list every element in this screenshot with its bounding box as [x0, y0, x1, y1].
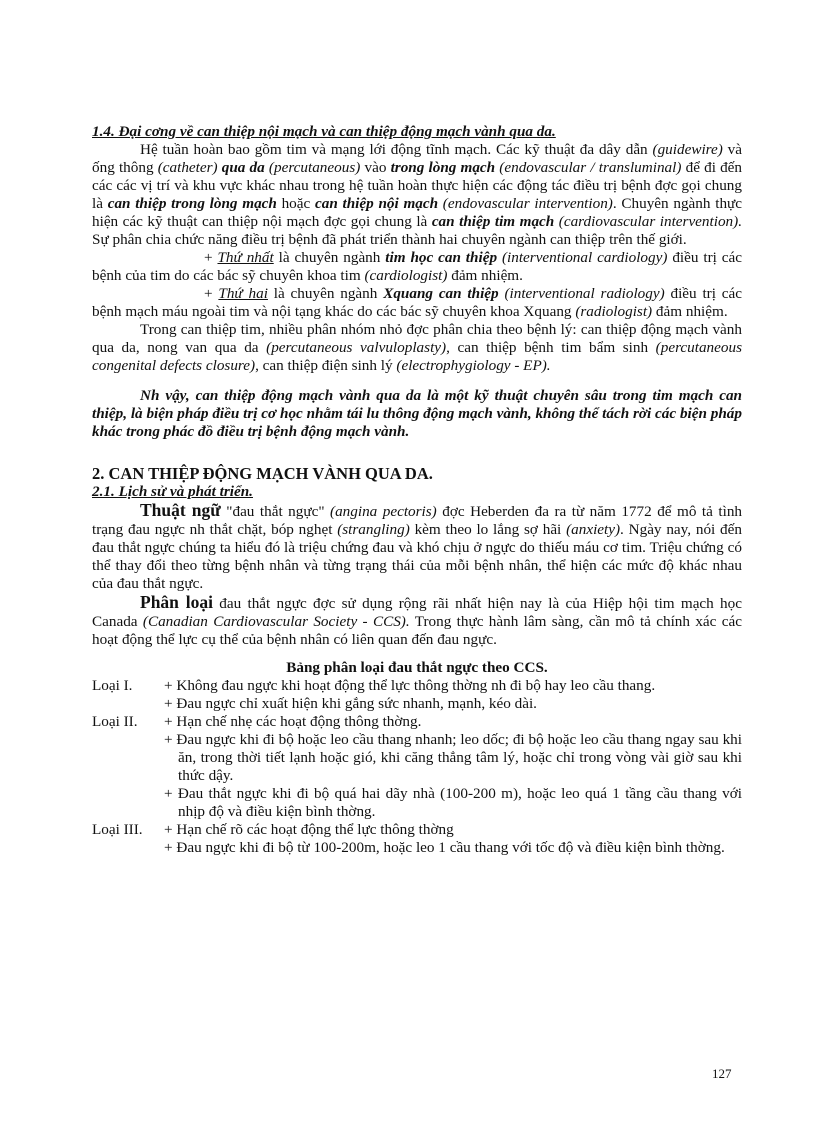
text-run: Hệ tuần hoàn bao gồm tim và mạng lới động tĩnh mạch. Các kỹ thuật đa dây dẫn	[140, 141, 653, 158]
text-run: đảm nhiệm.	[447, 267, 523, 284]
class-label: Loại II.	[92, 713, 138, 730]
text-run: (catheter)	[157, 159, 218, 176]
text-run: Xquang can thiệp	[383, 285, 499, 302]
text-run: (cardiovascular intervention).	[558, 213, 742, 230]
text-run: (endovascular / transluminal)	[499, 159, 682, 176]
text-run: Sự phân chia chức năng điều trị bệnh đã phát triển thành hai chuyên ngành can thiệp trên thế giới.	[92, 231, 687, 248]
document-page	[92, 123, 742, 857]
text-run: can thiệp nội mạch	[315, 195, 439, 212]
text-run: qua da	[217, 159, 265, 176]
table-title: Bảng phân loại đau thắt ngực theo CCS.	[286, 659, 548, 676]
text-run: đợc Heberden đa ra từ năm 1772 để mô tả tình trạng đau ngực nh thắt chặt, bóp nghẹt	[92, 503, 743, 538]
text-run: can thiệp trong lòng mạch	[107, 195, 277, 212]
text-run: kèm theo lo lắng sợ hãi	[409, 521, 567, 538]
text-run: Thứ nhất	[217, 249, 274, 266]
class-item: + Đau ngực chỉ xuất hiện khi gắng sức nhanh, mạnh, kéo dài.	[164, 695, 537, 712]
paragraph	[92, 249, 742, 285]
page-number: 127	[712, 1066, 732, 1081]
text-run: là chuyên ngành	[273, 249, 386, 266]
class-item: + Đau ngực khi đi bộ từ 100-200m, hoặc leo 1 cầu thang với tốc độ và điều kiện bình thờng.	[164, 839, 725, 856]
text-run: tim học can thiệp	[385, 249, 498, 266]
text-run: (percutaneous valvuloplasty)	[266, 339, 447, 356]
section-2-1-heading: 2.1. Lịch sử và phát triển.	[92, 483, 253, 500]
class-item: + Đau ngực khi đi bộ hoặc leo cầu thang nhanh; leo dốc; đi bộ hoặc leo cầu thang ngay sau khi ăn, trong thời tiết lạnh hoặc gió, khi căng thẳng tâm lý, hoặc chỉ trong vòng vài giờ sau khi thức dậy.	[164, 731, 742, 784]
paragraph	[92, 285, 742, 321]
text-run: (interventional radiology)	[504, 285, 665, 302]
text-run: , can thiệp bệnh tim bẩm sinh	[446, 339, 656, 356]
text-run: (cardiologist)	[364, 267, 448, 284]
paragraph	[92, 141, 742, 249]
text-run: và ống thông	[92, 141, 743, 176]
text-run: , can thiệp điện sinh lý	[255, 357, 397, 374]
text-run: Phân loại	[140, 592, 213, 612]
text-run: (interventional cardiology)	[501, 249, 668, 266]
text-run: Trong can thiệp tim, nhiều phân nhóm nhỏ đợc phân chia theo bệnh lý: can thiệp động mạch vành qua da, nong van qua da	[92, 321, 742, 356]
text-run: can thiệp tim mạch	[431, 213, 555, 230]
text-run: (percutaneous congenital defects closure)	[92, 339, 742, 374]
text-run: (Canadian Cardiovascular Society - CCS).	[142, 613, 410, 630]
text-run: (guidewire)	[652, 141, 723, 158]
text-run: (percutaneous)	[268, 159, 361, 176]
text-run: (anxiety)	[566, 521, 621, 538]
text-run: (endovascular intervention)	[442, 195, 613, 212]
class-label: Loại I.	[92, 677, 133, 694]
section-2-heading: 2. CAN THIỆP ĐỘNG MẠCH VÀNH QUA DA.	[92, 464, 433, 483]
text-run: điều trị các bệnh của tim do các bác sỹ chuyên khoa tim	[92, 249, 743, 284]
text-run: +	[204, 249, 218, 266]
text-run: hoặc	[276, 195, 315, 212]
text-run: để đi đến các các vị trí và khu vực khác nhau trong hệ tuần hoàn thực hiện các động tác điều trị bệnh đợc gọi chung là	[92, 159, 743, 212]
text-run: là chuyên ngành	[267, 285, 384, 302]
conclusion-paragraph: Nh vậy, can thiệp động mạch vành qua da là một kỹ thuật chuyên sâu trong tim mạch can thiệp, là biện pháp điều trị cơ học nhằm tái lu thông động mạch vành, không thể tách rời các biện pháp khác trong phác đồ điều trị bệnh động mạch vành.	[92, 387, 742, 440]
text-run: đảm nhiệm.	[652, 303, 728, 320]
paragraph	[92, 501, 742, 593]
text-run: . Chuyên ngành thực hiện các kỹ thuật can thiệp nội mạch đợc gọi chung là	[92, 195, 743, 230]
class-item: + Không đau ngực khi hoạt động thể lực thông thờng nh đi bộ hay leo cầu thang.	[164, 677, 656, 694]
class-label: Loại III.	[92, 821, 143, 838]
text-run: . Ngày nay, nói đến đau thắt ngực chúng ta hiểu đó là triệu chứng đau và khó chịu ở ngực do thiếu máu cơ tim. Triệu chứng có thể thay đổi theo từng bệnh nhân và từng trạng thái của mỗi bệnh nhân, thể hiện các mức độ khác nhau của đau thắt ngực.	[92, 521, 742, 592]
text-run: Thuật ngữ	[140, 500, 221, 520]
text-run: Thứ hai	[218, 285, 268, 302]
text-run: (electrophygiology - EP).	[396, 357, 551, 374]
text-run: (strangling)	[337, 521, 410, 538]
text-run: vào	[360, 159, 391, 176]
class-2	[92, 713, 742, 821]
paragraph	[92, 593, 742, 649]
text-run: đau thắt ngực đợc sử dụng rộng rãi nhất hiện nay là của Hiệp hội tim mạch học Canada	[92, 595, 742, 630]
text-run: (angina pectoris)	[330, 503, 437, 520]
section-1-4-heading: 1.4. Đại cơng về can thiệp nội mạch và can thiệp động mạch vành qua da.	[92, 123, 556, 140]
text-run: +	[204, 285, 219, 302]
class-item: + Đau thắt ngực khi đi bộ quá hai dãy nhà (100-200 m), hoặc leo quá 1 tầng cầu thang với nhịp độ và điều kiện bình thờng.	[164, 785, 742, 820]
class-3	[92, 821, 742, 857]
paragraph	[92, 321, 742, 375]
class-1	[92, 677, 742, 713]
text-run: điều trị các bệnh mạch máu ngoài tim và nội tạng khác do các bác sỹ chuyên khoa Xquang	[92, 285, 743, 320]
class-item: + Hạn chế rõ các hoạt động thể lực thông thờng	[164, 821, 454, 838]
text-run: Trong thực hành lâm sàng, cần mô tả chính xác các hoạt động thể lực cụ thể của bệnh nhân có liên quan đến đau ngực.	[92, 613, 742, 648]
class-item: + Hạn chế nhẹ các hoạt động thông thờng.	[164, 713, 422, 730]
text-run: "đau thắt ngực"	[220, 503, 331, 520]
text-run: (radiologist)	[575, 303, 653, 320]
text-run: trong lòng mạch	[390, 159, 496, 176]
